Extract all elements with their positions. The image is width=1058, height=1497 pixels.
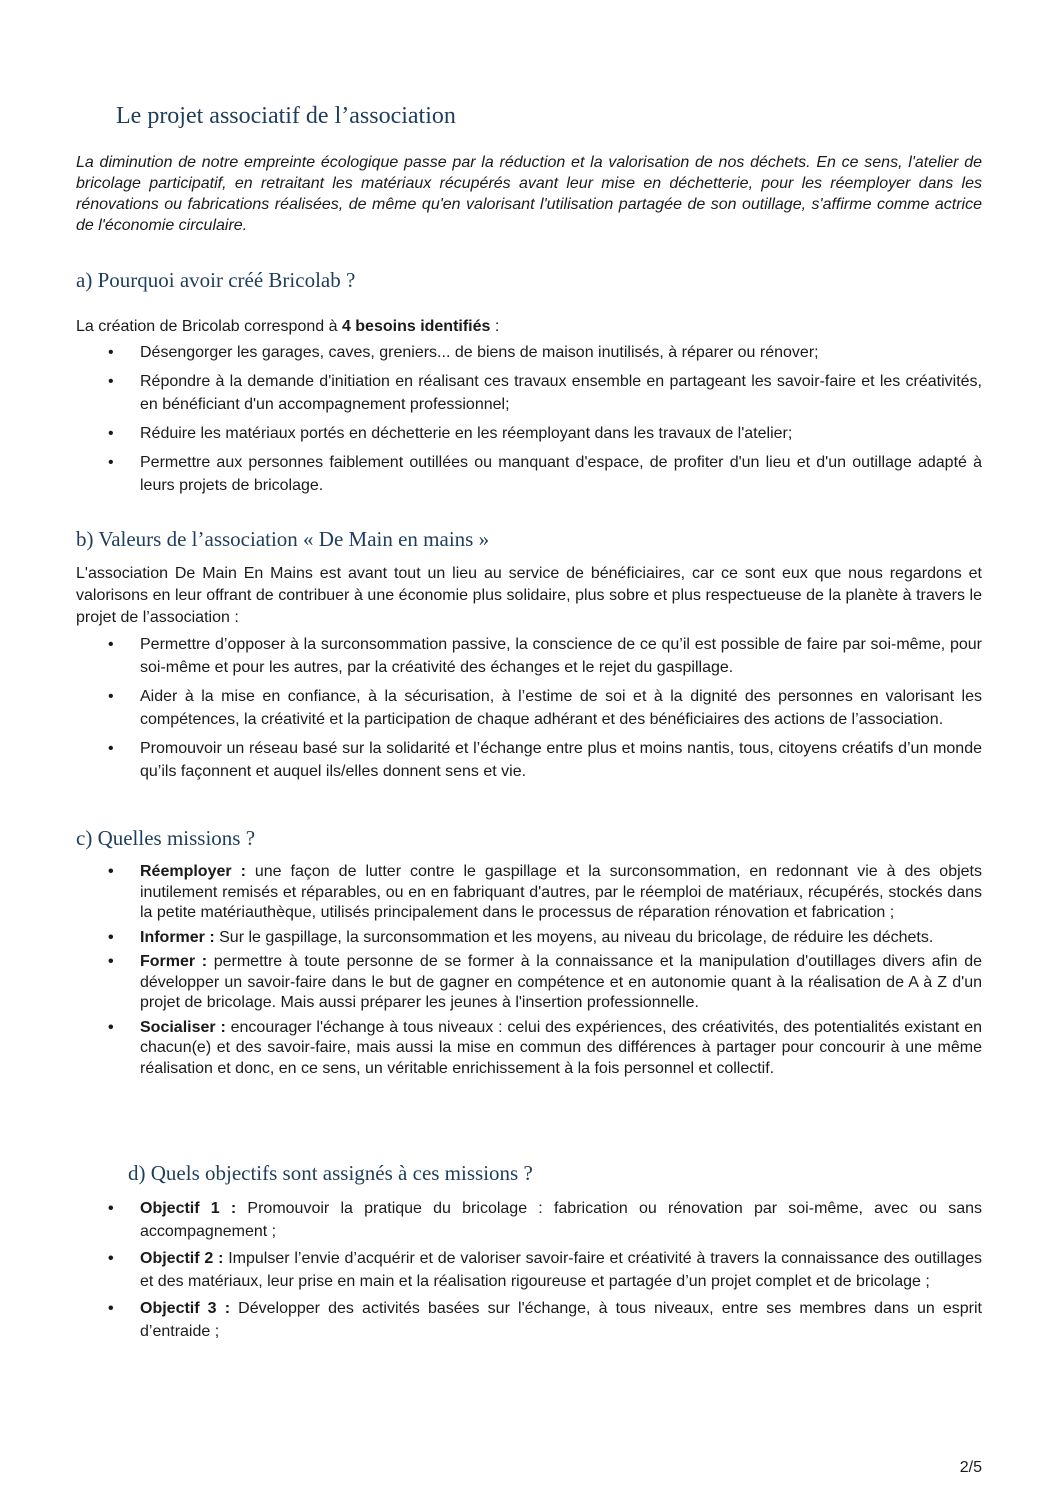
mission-term: Socialiser : <box>140 1018 226 1036</box>
mission-text: permettre à toute personne de se former à la connaissance et la manipulation d'outillages divers afin de développer un savoir-faire dans le but de gagner en compétence et en autonomie quant à la réalisation de A à Z d'un projet de bricolage. Mais aussi préparer les jeunes à l'insertion professionnelle. <box>140 953 982 1011</box>
section-b-heading: b) Valeurs de l’association « De Main en mains » <box>76 527 490 551</box>
mission-text: une façon de lutter contre le gaspillage et la surconsommation, en redonnant vie à des objets inutilement remisés et réparables, ou en en fabriquant d'autres, par le réemploi de matériaux, récupérés, stockés dans la petite matériauthèque, utilisés principalement dans le processus de réparation rénovation et fabrication ; <box>140 863 982 921</box>
section-d-heading: d) Quels objectifs sont assignés à ces missions ? <box>128 1161 533 1185</box>
bullet-icon: • <box>108 636 114 653</box>
list-item <box>76 451 982 497</box>
bullet-icon: • <box>108 1018 114 1036</box>
bullet-icon: • <box>108 344 114 361</box>
section-a-list <box>76 341 982 503</box>
bullet-icon: • <box>108 863 114 880</box>
page-number: 2/5 <box>959 1459 982 1476</box>
list-item-text: Promouvoir un réseau basé sur la solidarité et l’échange entre plus et moins nantis, tous, citoyens créatifs d’un monde qu’ils façonnent et auquel ils/elles donnent sens et vie. <box>140 740 982 780</box>
list-item <box>76 928 982 949</box>
list-item-text: Aider à la mise en confiance, à la sécurisation, à l’estime de soi et à la dignité des personnes en valorisant les compétences, la créativité et la participation de chaque adhérant et des bénéficiaires des actions de l’association. <box>140 688 982 728</box>
mission-term: Réemployer : <box>140 863 246 880</box>
objective-term: Objectif 3 : <box>140 1300 231 1317</box>
objective-text: Promouvoir la pratique du bricolage : fabrication ou rénovation par soi-même, avec ou sans accompagnement ; <box>140 1200 982 1240</box>
mission-term: Informer : <box>140 928 215 946</box>
objective-text: Impulser l’envie d’acquérir et de valoriser savoir-faire et créativité à travers la connaissance des outillages et des matériaux, leur prise en main et la réalisation rigoureuse et partagée d’un projet complet et de bricolage ; <box>140 1250 982 1290</box>
bullet-icon: • <box>108 1200 114 1217</box>
section-c-list <box>76 862 982 1083</box>
mission-text: encourager l'échange à tous niveaux : celui des expériences, des créativités, des potentialités existant en chacun(e) et des savoir-faire, mais aussi la mise en commun des différences à partager pour concourir à une même réalisation et donc, en ce sens, un véritable enrichissement à la fois personnel et collectif. <box>140 1018 983 1077</box>
list-item-text: Répondre à la demande d'initiation en réalisant ces travaux ensemble en partageant les savoir-faire et les créativités, en bénéficiant d'un accompagnement professionnel; <box>140 373 982 413</box>
lead-bold-text: 4 besoins identifiés <box>341 318 491 335</box>
objective-term: Objectif 2 : <box>140 1250 224 1267</box>
lead-text-end: : <box>490 318 500 335</box>
bullet-icon: • <box>108 688 114 705</box>
list-item <box>76 1298 982 1343</box>
list-item-text: Permettre aux personnes faiblement outillées ou manquant d'espace, de profiter d'un lieu et d'un outillage adapté à leurs projets de bricolage. <box>140 454 982 494</box>
section-a-heading: a) Pourquoi avoir créé Bricolab ? <box>76 268 356 292</box>
intro-paragraph: La diminution de notre empreinte écologique passe par la réduction et la valorisation de nos déchets. En ce sens, l'atelier de bricolage participatif, en retraitant les matériaux récupérés avant leur mise en déchetterie, pour les réemployer dans les rénovations ou fabrications réalisées, de même qu'en valorisant l'utilisation partagée de son outillage, s'affirme comme actrice de l'économie circulaire. <box>76 154 982 234</box>
document-page <box>76 0 982 1497</box>
list-item <box>76 1248 982 1293</box>
bullet-icon: • <box>108 454 114 471</box>
list-item <box>76 341 982 364</box>
list-item-text: Permettre d’opposer à la surconsommation passive, la conscience de ce qu’il est possible de faire par soi-même, pour soi-même et pour les autres, par la créativité des échanges et le rejet du gaspillage. <box>140 636 982 676</box>
section-d-list <box>76 1198 982 1348</box>
list-item-text: Réduire les matériaux portés en déchetterie en les réemployant dans les travaux de l'atelier; <box>140 425 793 442</box>
bullet-icon: • <box>108 1300 114 1317</box>
bullet-icon: • <box>108 953 114 970</box>
bullet-icon: • <box>108 740 114 757</box>
mission-text: Sur le gaspillage, la surconsommation et les moyens, au niveau du bricolage, de réduire les déchets. <box>214 928 934 946</box>
objective-text: Développer des activités basées sur l'échange, à tous niveaux, entre ses membres dans un esprit d’entraide ; <box>140 1300 983 1340</box>
mission-term: Former : <box>140 953 208 970</box>
list-item <box>76 370 982 416</box>
list-item <box>76 862 982 924</box>
bullet-icon: • <box>108 928 114 946</box>
list-item <box>76 685 982 731</box>
bullet-icon: • <box>108 1250 114 1267</box>
list-item <box>76 737 982 783</box>
list-item <box>76 1198 982 1243</box>
objective-term: Objectif 1 : <box>140 1200 237 1217</box>
lead-text: La création de Bricolab correspond à <box>76 318 342 335</box>
list-item <box>76 952 982 1014</box>
section-b-paragraph: L'association De Main En Mains est avant tout un lieu au service de bénéficiaires, car ce sont eux que nous regardons et valorisons en leur offrant de contribuer à une économie plus solidaire, plus sobre et plus respectueuse de la planète à travers le projet de l’association : <box>76 565 982 626</box>
list-item <box>76 422 982 445</box>
section-c-heading: c) Quelles missions ? <box>76 826 256 850</box>
page-title: Le projet associatif de l’association <box>116 103 456 129</box>
section-a-lead <box>76 316 982 338</box>
section-b-list <box>76 633 982 789</box>
list-item <box>76 1018 982 1080</box>
list-item-text: Désengorger les garages, caves, greniers... de biens de maison inutilisés, à réparer ou rénover; <box>140 344 819 361</box>
bullet-icon: • <box>108 425 114 442</box>
list-item <box>76 633 982 679</box>
bullet-icon: • <box>108 373 114 390</box>
